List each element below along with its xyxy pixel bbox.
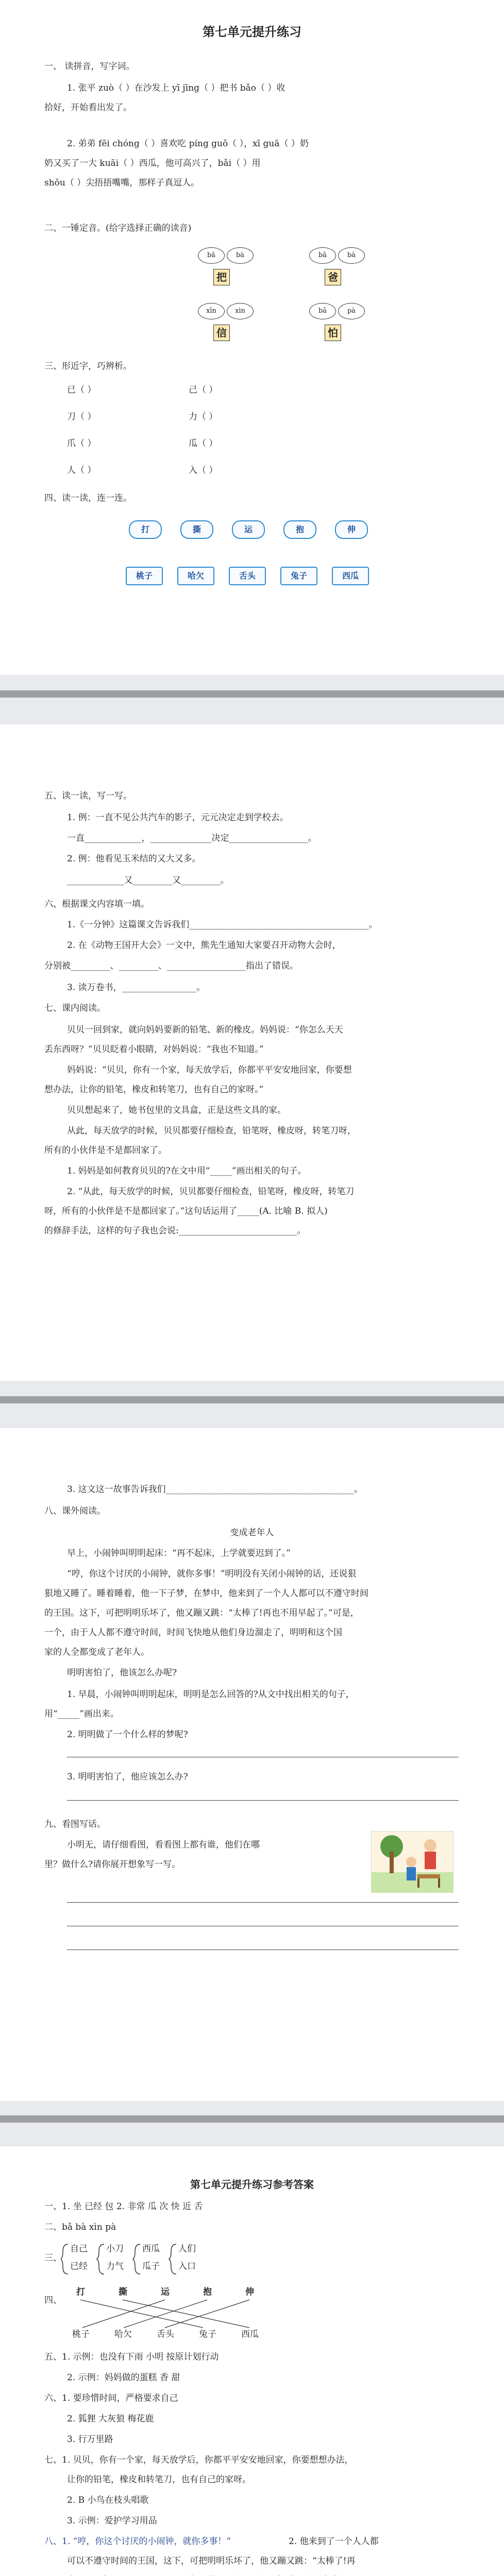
answer-line-text: 六、1. 要珍惜时间，严格要求自己 [44,2393,178,2403]
question-6-line: 分别被_________、_________、__________________指出了错误。 [44,961,298,971]
story-text: “哼，你这个讨厌的小闹钟，就你多事！”明明没有关闭小闹钟的话，还说狠 [67,1569,357,1579]
reading-passage: 丢东西呀？”贝贝眨着小眼睛，对妈妈说：“我也不知道。” [44,1044,264,1055]
character-box: 把 [213,269,230,285]
answer-word: 小刀 [106,2244,124,2254]
question-3-heading: 三、形近字，巧辨析。 [44,361,132,371]
similar-char-item: 人（ ） [67,465,96,476]
story-question: 1. 早晨，小闹钟叫明明起床，明明是怎么回答的?从文中找出相关的句子， [67,1689,355,1700]
story-text: 的王国。这下，可把明明乐坏了，他又蹦又跳：“太棒了!再也不用早起了。”可是， [44,1608,359,1618]
story-question: 3. 明明害怕了，他应该怎么办? [67,1772,188,1782]
story-text: 家的人全都变成了老年人。 [44,1647,149,1657]
story-title: 变成老年人 [230,1528,274,1538]
verb-tile: 抱 [283,520,316,539]
reading-question: 的修辞手法，这样的句子我也会说:___________________________。 [44,1226,306,1236]
question-9-heading: 九、看图写话。 [44,1819,106,1829]
reading-passage: 贝贝一回到家，就向妈妈要新的铅笔、新的橡皮。妈妈说：“你怎么天天 [67,1025,343,1035]
answer-line-text: 一、1. 坐 已经 包 2. 非常 瓜 次 快 近 舌 [44,2201,203,2212]
similar-char-item: 已（ ） [67,385,96,395]
similar-char-item: 瓜（ ） [189,438,218,449]
question-1-line: 1. 张平 zuò（ ）在沙发上 yī jīng（ ）把书 bǎo（ ）收 [67,83,285,93]
question-2-heading: 二、一锤定音。(给字选择正确的读音) [44,223,192,233]
answer-line-text: 2. 狐狸 大灰狼 梅花鹿 [67,2414,154,2424]
story-text: 明明害怕了，他该怎么办呢? [67,1668,177,1678]
question-6-line: 3. 读万卷书，_________________。 [67,982,206,993]
answer-line-text: 让你的铅笔，橡皮和转笔刀，也有自己的家呀。 [67,2475,251,2485]
question-8-heading: 八、课外阅读。 [44,1506,106,1516]
answer-noun: 舌头 [157,2329,174,2340]
question-7-heading: 七、课内阅读。 [44,1003,106,1013]
question-1-line: 拾好，开始看出发了。 [44,103,132,113]
question-1-line: shǒu（ ）尖捂捂嘴嘴，那样子真逗人。 [44,178,200,188]
separator-bar [0,1396,504,1403]
story-question: 2. 明明做了一个什么样的梦呢? [67,1730,188,1740]
answer-word: 西瓜 [142,2244,160,2254]
answer-label: 四、 [44,2295,62,2306]
question-5-heading: 五、读一读，写一写。 [44,791,132,801]
reading-passage: 贝贝想起来了，她书包里的文具盒，正是这些文具的家。 [67,1105,286,1115]
reading-passage: 想办法，让你的铅笔，橡皮和转笔刀，也有自己的家呀。” [44,1084,264,1095]
answer-key-title: 第七单元提升练习参考答案 [190,2178,314,2191]
page-separator [0,1381,504,1428]
story-text: 一个，由于人人都不遵守时间，时间飞快地从他们身边溜走了，明明和这个国 [44,1628,342,1638]
reading-question: 3. 这文这一故事告诉我们___________________________________________。 [67,1484,363,1495]
answer-line-text: 2. B 小鸟在枝头唱歌 [67,2495,149,2505]
answer-word: 瓜子 [142,2261,160,2272]
reading-passage: 从此，每天放学的时候，贝贝都要仔细检查，铅笔呀，橡皮呀，转笔刀呀， [67,1126,356,1136]
pinyin-option: bā [309,303,336,319]
answer-line-text: 可以不遵守时间的王国，这下，可把明明乐坏了，他又蹦又跳：“太棒了!再 [67,2556,356,2566]
noun-tile: 兔子 [280,567,317,585]
verb-tile: 运 [232,520,265,539]
verb-tile: 撕 [180,520,213,539]
answer-noun: 西瓜 [241,2329,259,2340]
picture-writing-prompt: 小明无，请仔细看图，看看图上都有谁，他们在哪 [67,1840,260,1850]
reading-passage: 所有的小伙伴是不是都回家了。 [44,1145,167,1156]
story-text: 狠地又睡了。睡着睡着，他一下子梦，在梦中，他来到了一个人人都可以不遵守时间 [44,1588,368,1599]
writing-picture [371,1831,453,1893]
answer-line-text: 2. 示例：妈妈做的蛋糕 香 甜 [67,2372,180,2383]
answer-noun: 哈欠 [114,2329,132,2340]
reading-question: 呀，所有的小伙伴是不是都回家了。”这句话运用了_____(A. 比喻 B. 拟人) [44,1206,328,1216]
answer-verb: 打 [76,2287,85,2297]
similar-char-item: 力（ ） [189,412,218,422]
answer-line-text: 3. 行万里路 [67,2434,113,2445]
pinyin-option: xìn [227,303,254,319]
question-6-heading: 六、根据课文内容填一填。 [44,899,149,909]
answer-line-text: 八、1. “哼，你这个讨厌的小闹钟，就你多事！” [44,2536,231,2547]
answer-line-text: 七、1. 贝贝，你有一个家，每天放学后，你都平平安安地回家，你要想想办法， [44,2455,354,2465]
similar-char-item: 爪（ ） [67,438,96,449]
answer-word: 力气 [106,2261,124,2272]
question-1-line: 奶又买了一大 kuāi（ ）西瓜，他可高兴了，bǎi（ ）用 [44,158,261,168]
separator-bar [0,2115,504,2123]
pinyin-option: pà [338,303,365,319]
question-1-line: 2. 弟弟 fēi chóng（ ）喜欢吃 píng guǒ（ ），xī guā（ ）奶 [67,139,309,149]
question-6-line: 1.《一分钟》这篇课文告诉我们_________________________________________。 [67,920,378,930]
pinyin-option: xīn [198,303,225,319]
worksheet-page-1 [0,0,504,675]
worksheet-page-3 [0,1428,504,2101]
answer-noun: 桃子 [72,2329,90,2340]
answer-noun: 兔子 [199,2329,216,2340]
answer-line-text: 2. 他来到了一个人人都 [289,2536,379,2547]
matching-lines [67,2299,273,2330]
verb-tile: 伸 [335,520,368,539]
question-5-example: 2. 例：他看见玉米结的又大又多。 [67,854,201,864]
answer-line [67,1902,459,1903]
similar-char-item: 入（ ） [189,465,218,476]
similar-char-item: 刀（ ） [67,412,96,422]
answer-line-text: 3. 示例：爱护学习用品 [67,2516,157,2526]
character-box: 爸 [325,269,341,285]
noun-tile: 舌头 [229,567,266,585]
noun-tile: 桃子 [126,567,163,585]
verb-tile: 打 [129,520,162,539]
pinyin-option: bà [227,247,254,264]
pinyin-option: bǎ [198,247,225,264]
noun-tile: 哈欠 [177,567,214,585]
answer-word: 已经 [70,2261,88,2272]
pinyin-option: bā [309,247,336,264]
answer-word: 自己 [70,2244,88,2254]
character-box: 信 [213,325,230,341]
question-1-heading: 一、 读拼音，写字词。 [44,61,135,72]
answer-verb: 伸 [245,2287,254,2297]
worksheet-page-2 [0,724,504,1381]
character-box: 怕 [325,325,341,341]
similar-char-item: 己（ ） [189,385,218,395]
page-separator [0,675,504,724]
answer-line-text: 五、1. 示例：也没有下雨 小明 按原计划行动 [44,2352,219,2362]
pinyin-option: bà [338,247,365,264]
answer-label: 三、 [44,2253,62,2263]
story-question: 用“_____”画出来。 [44,1709,119,1719]
reading-passage: 妈妈说：“贝贝，你有一个家，每天放学后，你都平平安安地回家，你要想 [67,1065,352,1075]
noun-tile: 西瓜 [332,567,369,585]
answer-line [67,1800,459,1801]
page-separator [0,2101,504,2146]
answer-verb: 运 [161,2287,170,2297]
story-text: 早上，小闹钟叫明明起床：“再不起床，上学就要迟到了。” [67,1548,291,1558]
answer-key-page [0,2146,504,2576]
page-title: 第七单元提升练习 [203,24,301,39]
answer-verb: 抱 [203,2287,212,2297]
picture-writing-prompt: 里？做什么?请你展开想象写一写。 [44,1859,181,1870]
reading-question: 1. 妈妈是如何教育贝贝的?在文中用“_____”画出相关的句子。 [67,1166,307,1176]
question-5-fill: 一直_____________，______________决定__________________。 [67,833,317,843]
question-5-fill: _____________又_________又_________。 [67,875,229,886]
question-4-heading: 四、读一读，连一连。 [44,493,132,503]
answer-verb: 撕 [119,2287,127,2297]
answer-word: 人们 [178,2244,196,2254]
separator-bar [0,690,504,698]
reading-question: 2. “从此，每天放学的时候，贝贝都要仔细检查，铅笔呀，橡皮呀，转笔刀 [67,1187,355,1197]
answer-word: 入口 [178,2261,196,2272]
answer-line-text: 二、bǎ bà xìn pà [44,2222,116,2232]
question-5-example: 1. 例：一直不见公共汽车的影子，元元决定走到学校去。 [67,812,289,823]
question-6-line: 2. 在《动物王国开大会》一文中，熊先生通知大家要召开动物大会时， [67,940,341,951]
